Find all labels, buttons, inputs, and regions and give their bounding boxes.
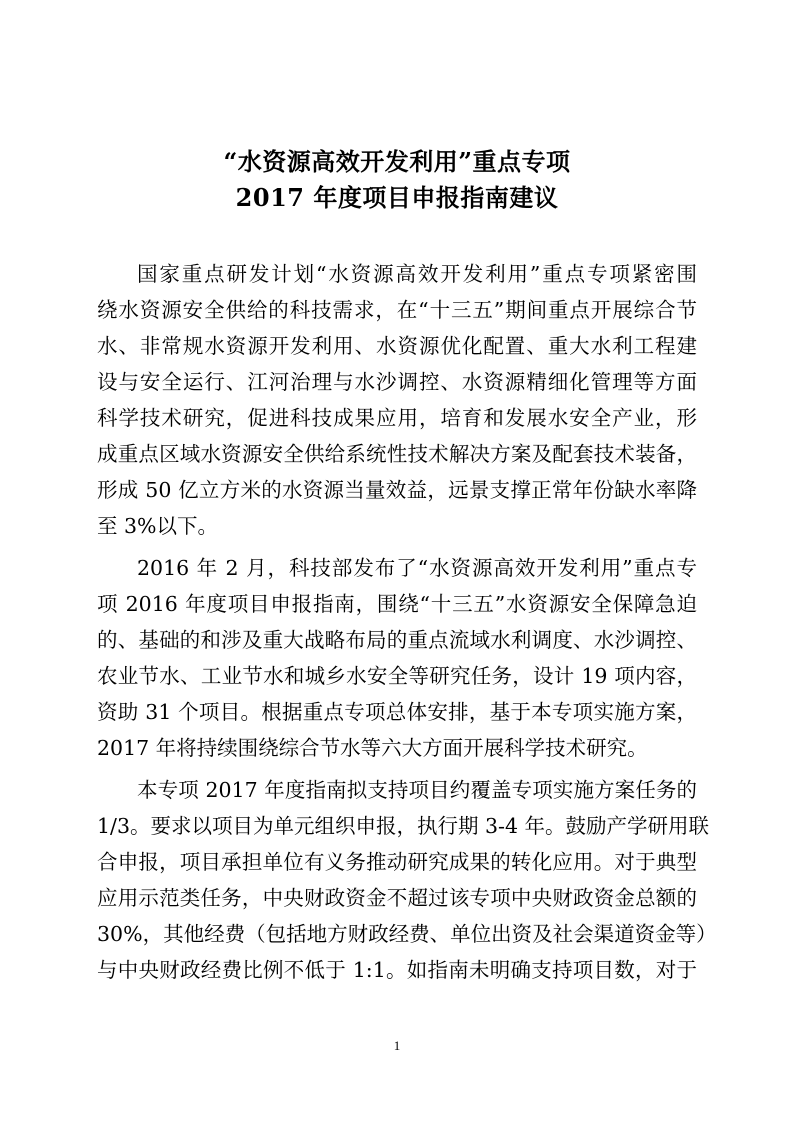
paragraph-2-line-1: 2016 年 2 月，科技部发布了“水资源高效开发利用”重点专 [137, 556, 697, 580]
paragraph-1-line-7: 形成 50 亿立方米的水资源当量效益，远景支撑正常年份缺水率降 [97, 478, 697, 502]
paragraph-2-line-3: 的、基础的和涉及重大战略布局的重点流域水利调度、水沙调控、 [97, 628, 697, 652]
page-number: 1 [393, 1038, 401, 1053]
paragraph-3-line-6: 与中央财政经费比例不低于 1:1。如指南未明确支持项目数，对于 [97, 958, 697, 982]
paragraph-1-line-2: 绕水资源安全供给的科技需求，在“十三五”期间重点开展综合节 [97, 298, 697, 322]
document-title-line-1: “水资源高效开发利用”重点专项 [223, 147, 571, 176]
paragraph-3-line-4: 应用示范类任务，中央财政资金不超过该专项中央财政资金总额的 [97, 886, 697, 910]
paragraph-1-line-5: 科学技术研究，促进科技成果应用，培育和发展水安全产业，形 [97, 406, 697, 430]
document-title-line-2: 2017 年度项目申报指南建议 [235, 183, 559, 212]
paragraph-2-line-5: 资助 31 个项目。根据重点专项总体安排，基于本专项实施方案， [97, 700, 697, 724]
paragraph-2-line-6: 2017 年将持续围绕综合节水等六大方面开展科学技术研究。 [97, 736, 648, 760]
paragraph-3-line-3: 合申报，项目承担单位有义务推动研究成果的转化应用。对于典型 [97, 850, 697, 874]
paragraph-3-line-1: 本专项 2017 年度指南拟支持项目约覆盖专项实施方案任务的 [137, 778, 697, 802]
paragraph-1-line-3: 水、非常规水资源开发利用、水资源优化配置、重大水利工程建 [97, 334, 697, 358]
paragraph-2-line-4: 农业节水、工业节水和城乡水安全等研究任务，设计 19 项内容， [97, 664, 697, 688]
paragraph-1-line-4: 设与安全运行、江河治理与水沙调控、水资源精细化管理等方面 [97, 370, 697, 394]
paragraph-3-line-2: 1/3。要求以项目为单元组织申报，执行期 3-4 年。鼓励产学研用联 [97, 814, 710, 838]
paragraph-1-line-6: 成重点区域水资源安全供给系统性技术解决方案及配套技术装备， [97, 442, 697, 466]
paragraph-3-line-5: 30%，其他经费（包括地方财政经费、单位出资及社会渠道资金等） [97, 922, 717, 946]
paragraph-2-line-2: 项 2016 年度项目申报指南，围绕“十三五”水资源安全保障急迫 [97, 592, 697, 616]
paragraph-1-line-1: 国家重点研发计划“水资源高效开发利用”重点专项紧密围 [137, 262, 697, 286]
paragraph-1-line-8: 至 3%以下。 [97, 514, 219, 538]
